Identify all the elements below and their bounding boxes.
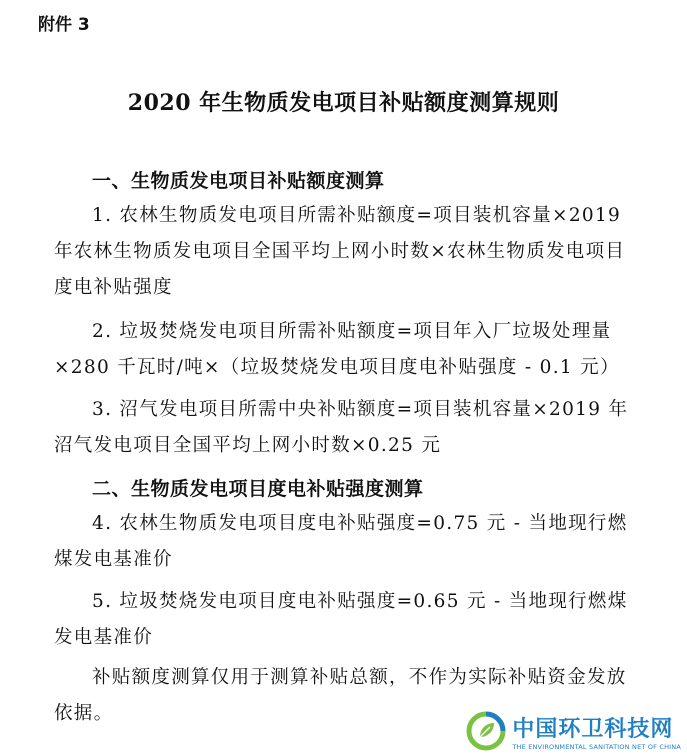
watermark-name-cn: 中国环卫科技网 bbox=[512, 716, 674, 742]
section-heading-2: 二、生物质发电项目度电补贴强度测算 bbox=[92, 478, 424, 500]
attachment-label: 附件 3 bbox=[38, 15, 90, 35]
item-3-paragraph: 3. 沼气发电项目所需中央补贴额度=项目装机容量×2019 年沼气发电项目全国平均上网小时数×0.25 元 bbox=[54, 399, 629, 456]
watermark bbox=[466, 711, 681, 751]
watermark-logo-icon bbox=[466, 711, 506, 751]
document-title: 2020 年生物质发电项目补贴额度测算规则 bbox=[127, 90, 560, 116]
item-1-paragraph: 1. 农林生物质发电项目所需补贴额度=项目装机容量×2019 年农林生物质发电项目全国平均上网小时数×农林生物质发电项目度电补贴强度 bbox=[54, 205, 626, 298]
section-heading-1: 一、生物质发电项目补贴额度测算 bbox=[92, 170, 385, 192]
item-4-paragraph: 4. 农林生物质发电项目度电补贴强度=0.75 元 - 当地现行燃煤发电基准价 bbox=[54, 513, 628, 570]
closing-paragraph: 补贴额度测算仅用于测算补贴总额，不作为实际补贴资金发放依据。 bbox=[54, 667, 627, 724]
item-5-paragraph: 5. 垃圾焚烧发电项目度电补贴强度=0.65 元 - 当地现行燃煤发电基准价 bbox=[54, 591, 628, 648]
item-2-paragraph: 2. 垃圾焚烧发电项目所需补贴额度=项目年入厂垃圾处理量×280 千瓦时/吨×（垃圾焚烧发电项目度电补贴强度 - 0.1 元） bbox=[54, 321, 620, 378]
watermark-name-en: THE ENVIRONMENTAL SANITATION NET OF CHINA bbox=[512, 742, 681, 751]
